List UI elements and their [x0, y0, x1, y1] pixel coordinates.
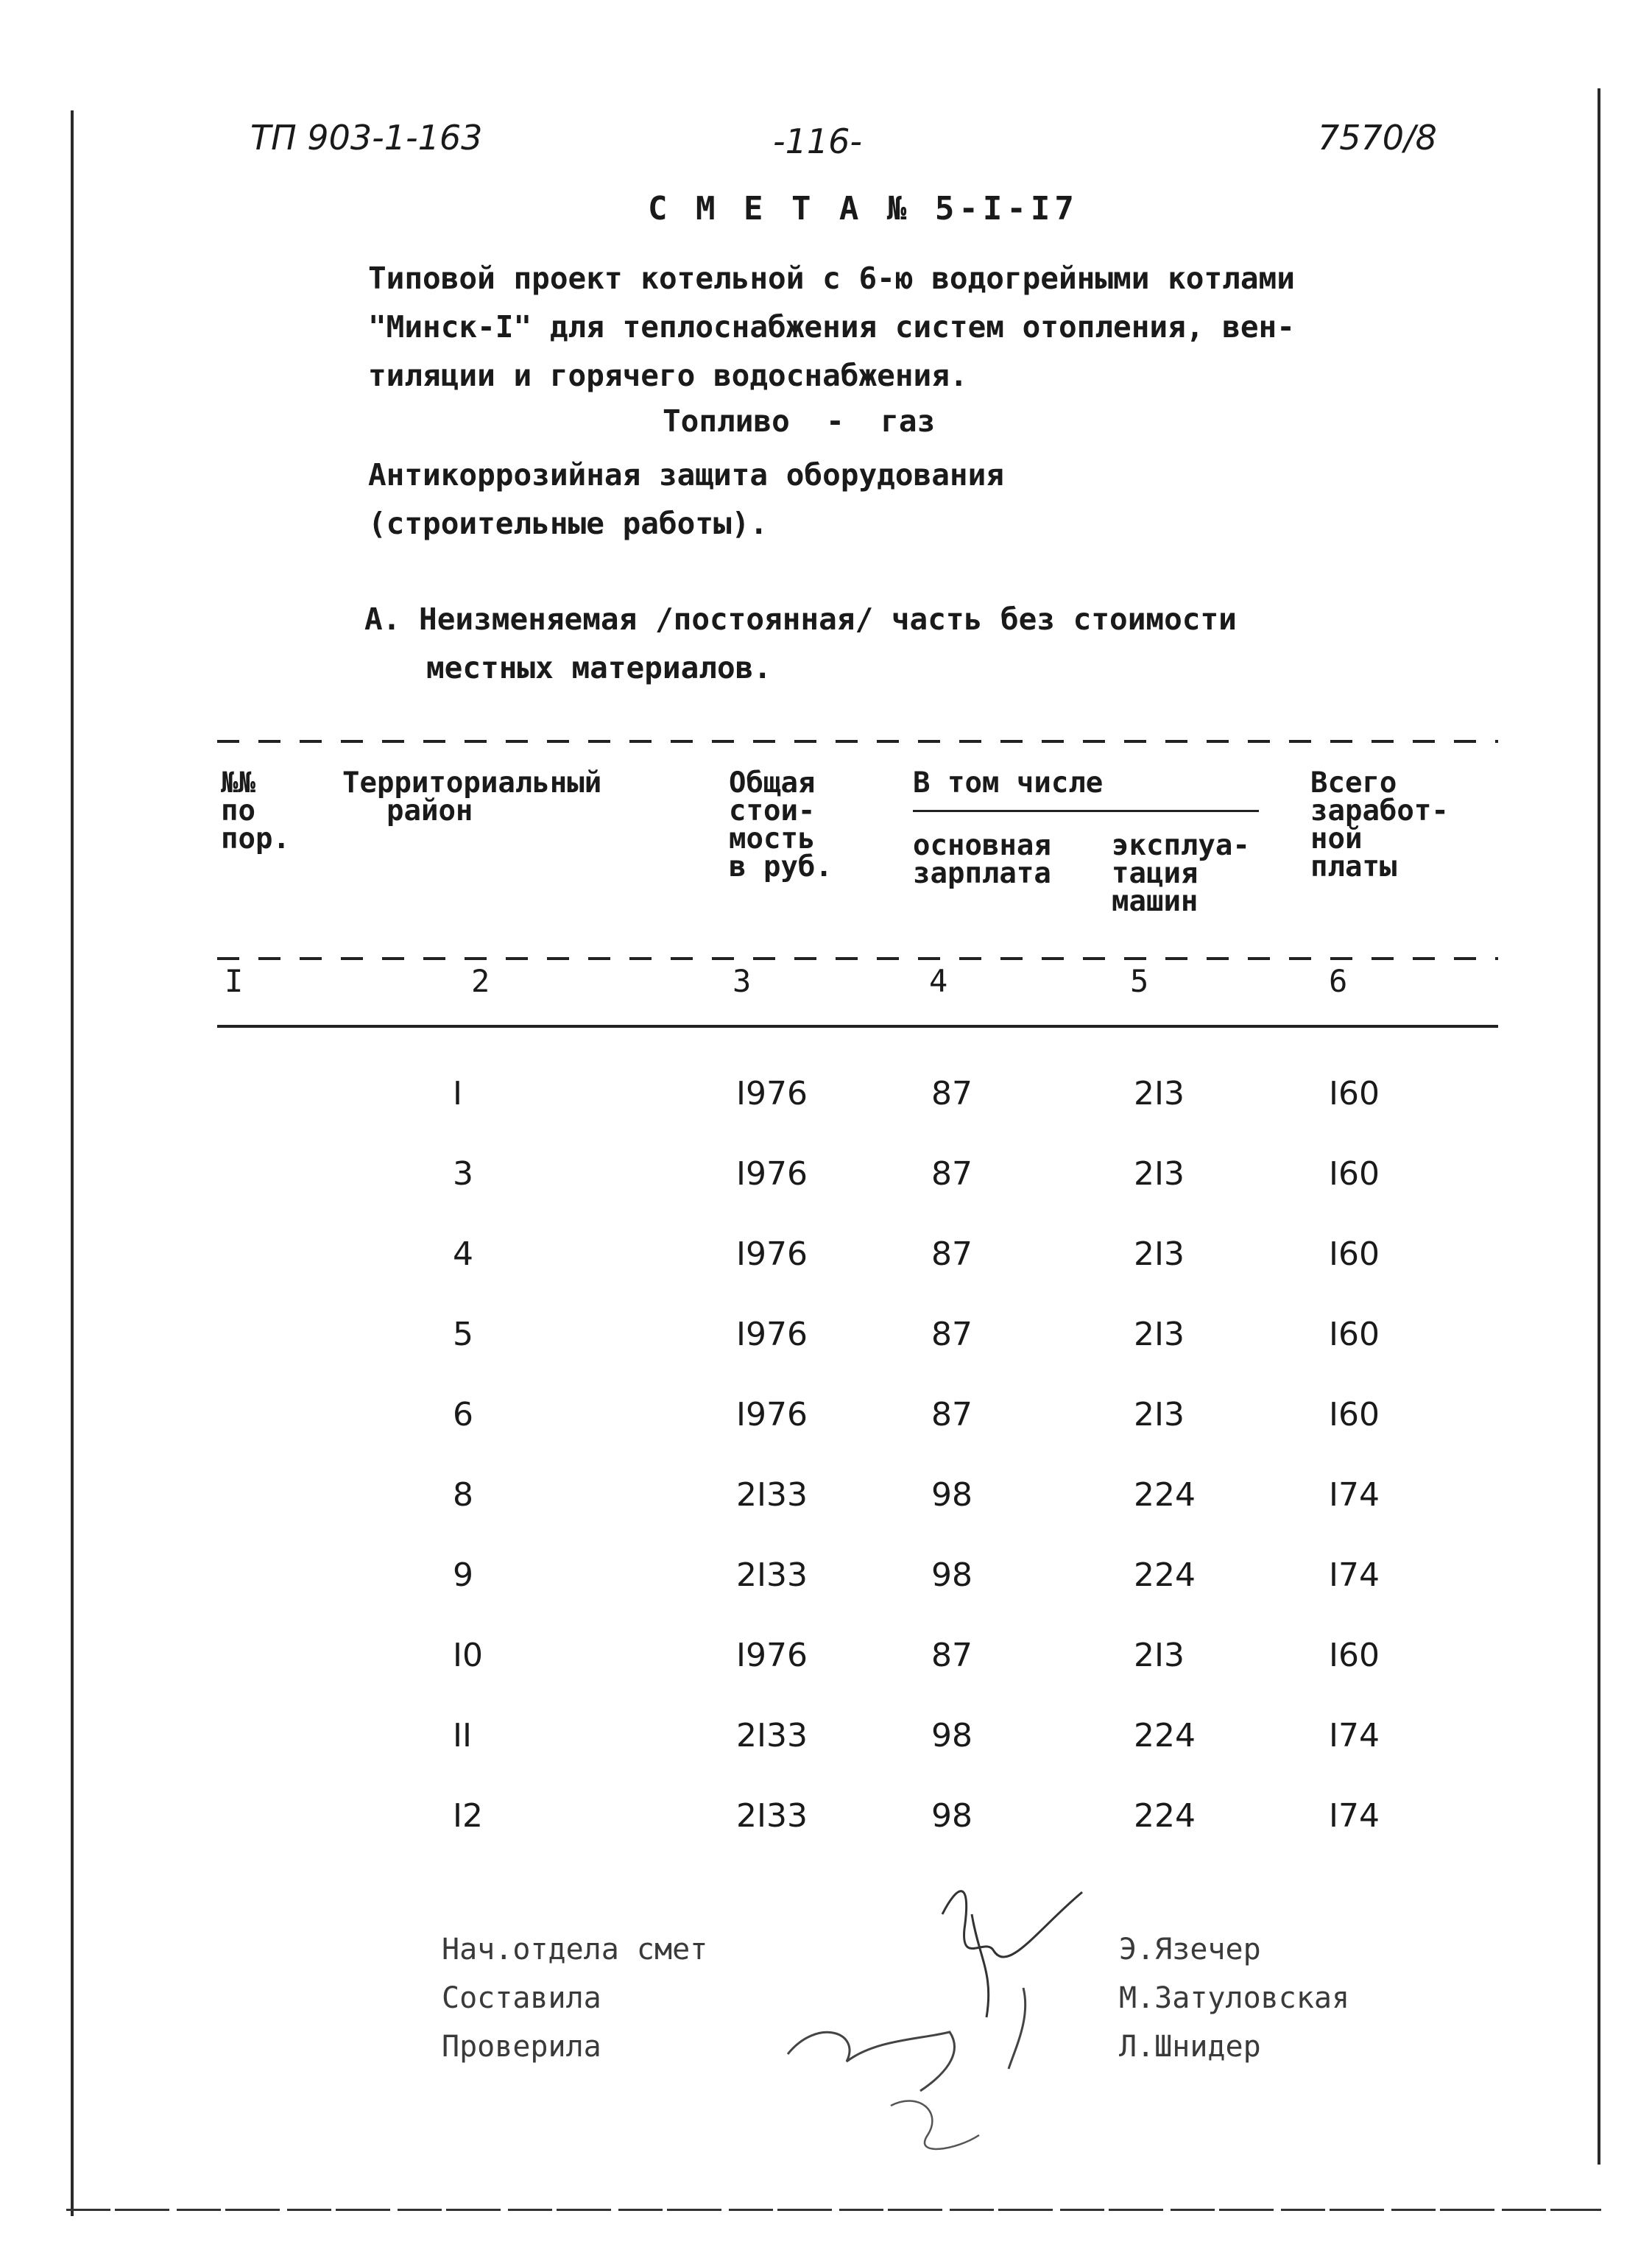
cell-total-wages: I74: [1329, 1717, 1380, 1754]
cell-total-cost: I976: [736, 1316, 808, 1353]
cell-base-salary: 87: [931, 1316, 973, 1353]
cell-machine-operation: 224: [1134, 1476, 1196, 1514]
part-line: местных материалов.: [426, 650, 772, 685]
cell-total-cost: 2I33: [736, 1797, 808, 1835]
cell-total-wages: I74: [1329, 1476, 1380, 1514]
cell-total-wages: I60: [1329, 1075, 1380, 1112]
part-line: А. Неизменяемая /постоянная/ часть без стоимости: [364, 602, 1237, 637]
document-title: С М Е Т А № 5-I-I7: [648, 190, 1079, 227]
cell-base-salary: 98: [931, 1476, 973, 1514]
header-machine-operation: эксплуа- тация машин: [1112, 829, 1250, 918]
signature-role: Проверила: [442, 2030, 601, 2064]
description-line: Типовой проект котельной с 6-ю водогрейными котлами: [368, 261, 1295, 296]
column-number: 2: [471, 963, 490, 999]
cell-base-salary: 87: [931, 1637, 973, 1674]
cell-base-salary: 87: [931, 1075, 973, 1112]
cell-base-salary: 98: [931, 1797, 973, 1835]
cell-total-wages: I74: [1329, 1797, 1380, 1835]
cell-total-cost: I976: [736, 1235, 808, 1273]
project-description: [368, 254, 1546, 400]
cell-machine-operation: 2I3: [1134, 1155, 1185, 1193]
cell-machine-operation: 2I3: [1134, 1396, 1185, 1433]
cell-district: I2: [453, 1797, 483, 1835]
cell-machine-operation: 224: [1134, 1556, 1196, 1594]
work-scope: [368, 451, 1546, 548]
fuel-type: Топливо - газ: [663, 403, 936, 439]
cell-district: I: [453, 1075, 462, 1112]
cell-base-salary: 98: [931, 1556, 973, 1594]
cell-base-salary: 87: [931, 1235, 973, 1273]
cell-total-cost: I976: [736, 1075, 808, 1112]
cell-machine-operation: 2I3: [1134, 1235, 1185, 1273]
cell-machine-operation: 2I3: [1134, 1637, 1185, 1674]
cell-total-wages: I60: [1329, 1235, 1380, 1273]
page-border-bottom: [66, 2209, 1601, 2211]
cell-base-salary: 98: [931, 1717, 973, 1754]
page-number: -116-: [773, 121, 862, 161]
cell-machine-operation: 2I3: [1134, 1075, 1185, 1112]
header-base-salary: основная зарплата: [913, 829, 1051, 890]
cell-base-salary: 87: [931, 1155, 973, 1193]
scope-line: Антикоррозийная защита оборудования: [368, 457, 1004, 493]
handwritten-signature: [773, 1870, 1126, 2179]
header-bottom-rule: [217, 1025, 1498, 1028]
cell-district: II: [453, 1717, 472, 1754]
signature-names: [1119, 1925, 1349, 2071]
cell-total-cost: I976: [736, 1155, 808, 1193]
part-heading: [364, 595, 1542, 692]
scope-line: (строительные работы).: [368, 506, 769, 541]
cell-total-cost: I976: [736, 1637, 808, 1674]
header-total-wages: Всего заработ- ной платы: [1310, 766, 1449, 883]
signature-name: Л.Шнидер: [1119, 2030, 1261, 2064]
cell-district: 6: [453, 1396, 473, 1433]
project-code: ТП 903-1-163: [250, 118, 483, 158]
cell-total-wages: I60: [1329, 1316, 1380, 1353]
signature-roles: [442, 1925, 707, 2071]
cell-total-cost: I976: [736, 1396, 808, 1433]
signature-role: Составила: [442, 1981, 601, 2015]
cell-district: 3: [453, 1155, 473, 1193]
cell-district: I0: [453, 1637, 483, 1674]
description-line: "Минск-I" для теплоснабжения систем отопления, вен-: [368, 309, 1295, 345]
header-territorial-district: Территориальный район: [342, 766, 602, 828]
cell-total-wages: I60: [1329, 1155, 1380, 1193]
header-including-group: В том числе: [913, 766, 1104, 800]
page-border-right: [1598, 88, 1600, 2165]
column-number: 6: [1329, 963, 1348, 999]
cell-total-cost: 2I33: [736, 1476, 808, 1514]
column-number: 3: [733, 963, 752, 999]
cell-district: 9: [453, 1556, 473, 1594]
cell-machine-operation: 2I3: [1134, 1316, 1185, 1353]
signature-role: Нач.отдела смет: [442, 1933, 708, 1967]
cell-district: 5: [453, 1316, 473, 1353]
cell-total-cost: 2I33: [736, 1717, 808, 1754]
column-number: I: [225, 963, 244, 999]
description-line: тиляции и горячего водоснабжения.: [368, 358, 968, 393]
cell-district: 8: [453, 1476, 473, 1514]
column-number: 5: [1130, 963, 1149, 999]
table-top-rule: [217, 740, 1498, 743]
signature-name: Э.Язечер: [1119, 1933, 1261, 1967]
cell-machine-operation: 224: [1134, 1797, 1196, 1835]
cell-district: 4: [453, 1235, 473, 1273]
column-number-rule: [217, 957, 1498, 960]
cell-total-cost: 2I33: [736, 1556, 808, 1594]
cell-total-wages: I60: [1329, 1396, 1380, 1433]
signature-name: М.Затуловская: [1119, 1981, 1350, 2015]
header-row-number: №№ по пор.: [221, 766, 290, 856]
cell-total-wages: I74: [1329, 1556, 1380, 1594]
cell-machine-operation: 224: [1134, 1717, 1196, 1754]
cell-base-salary: 87: [931, 1396, 973, 1433]
sheet-code: 7570/8: [1318, 118, 1437, 158]
group-rule: [913, 810, 1259, 812]
page-border-left: [71, 110, 74, 2216]
column-number: 4: [929, 963, 948, 999]
cell-total-wages: I60: [1329, 1637, 1380, 1674]
header-total-cost: Общая стои- мость в руб.: [729, 766, 833, 883]
